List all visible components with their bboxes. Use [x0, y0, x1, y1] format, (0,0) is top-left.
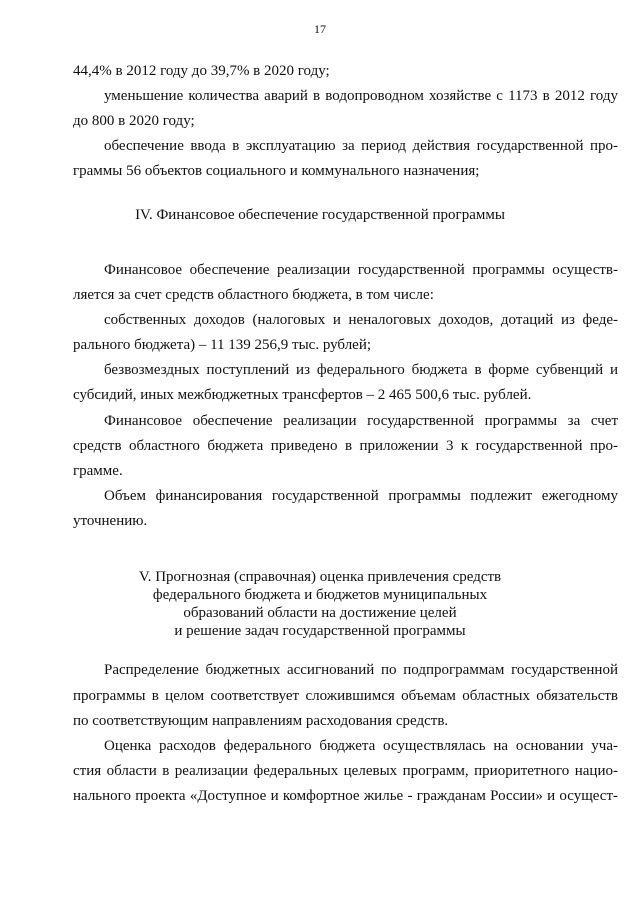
text-line: уточнению. — [73, 513, 148, 529]
section-heading-v-line4: и решение задач государственной программы — [174, 623, 466, 639]
text-line: безвозмездных поступлений из федерального бюджета в форме субвенций и — [104, 362, 618, 378]
text-line: субсидий, иных межбюджетных трансфертов – 2 465 500,6 тыс. рублей. — [73, 387, 532, 403]
section-heading-v-line2: федерального бюджета и бюджетов муниципальных — [152, 587, 488, 603]
text-line: средств областного бюджета приведено в приложении 3 к государственной про- — [73, 438, 618, 454]
text-line: обеспечение ввода в эксплуатацию за период действия государственной про- — [104, 138, 618, 154]
text-line: стия области в реализации федеральных целевых программ, приоритетного нацио- — [73, 763, 618, 779]
text-line: Объем финансирования государственной программы подлежит ежегодному — [104, 488, 618, 504]
text-line: Оценка расходов федерального бюджета осуществлялась на основании уча- — [104, 738, 618, 754]
text-line: Финансовое обеспечение реализации государственной программы за счет — [104, 413, 618, 429]
text-line: грамме. — [73, 463, 123, 479]
text-line: до 800 в 2020 году; — [73, 113, 195, 129]
page-number: 17 — [314, 22, 326, 36]
text-line: по соответствующим направлениям расходования средств. — [73, 713, 449, 729]
text-line: уменьшение количества аварий в водопроводном хозяйстве с 1173 в 2012 году — [104, 88, 618, 104]
text-line: 44,4% в 2012 году до 39,7% в 2020 году; — [73, 63, 330, 79]
text-line: Финансовое обеспечение реализации государственной программы осуществ- — [104, 262, 618, 278]
section-heading-iv: IV. Финансовое обеспечение государственной программы — [135, 207, 505, 223]
text-line: программы в целом соответствует сложившимся объемам областных обязательств — [73, 688, 618, 704]
text-line: нального проекта «Доступное и комфортное жилье - гражданам России» и осущест- — [73, 788, 618, 804]
text-line: собственных доходов (налоговых и неналоговых доходов, дотаций из феде- — [104, 312, 618, 328]
text-line: Распределение бюджетных ассигнований по подпрограммам государственной — [104, 662, 618, 678]
section-heading-v-line3: образований области на достижение целей — [183, 605, 457, 621]
text-line: ляется за счет средств областного бюджета, в том числе: — [73, 287, 434, 303]
text-line: граммы 56 объектов социального и коммунального назначения; — [73, 163, 480, 179]
text-line: рального бюджета) – 11 139 256,9 тыс. рублей; — [73, 337, 372, 353]
section-heading-v-line1: V. Прогнозная (справочная) оценка привлечения средств — [138, 569, 502, 585]
